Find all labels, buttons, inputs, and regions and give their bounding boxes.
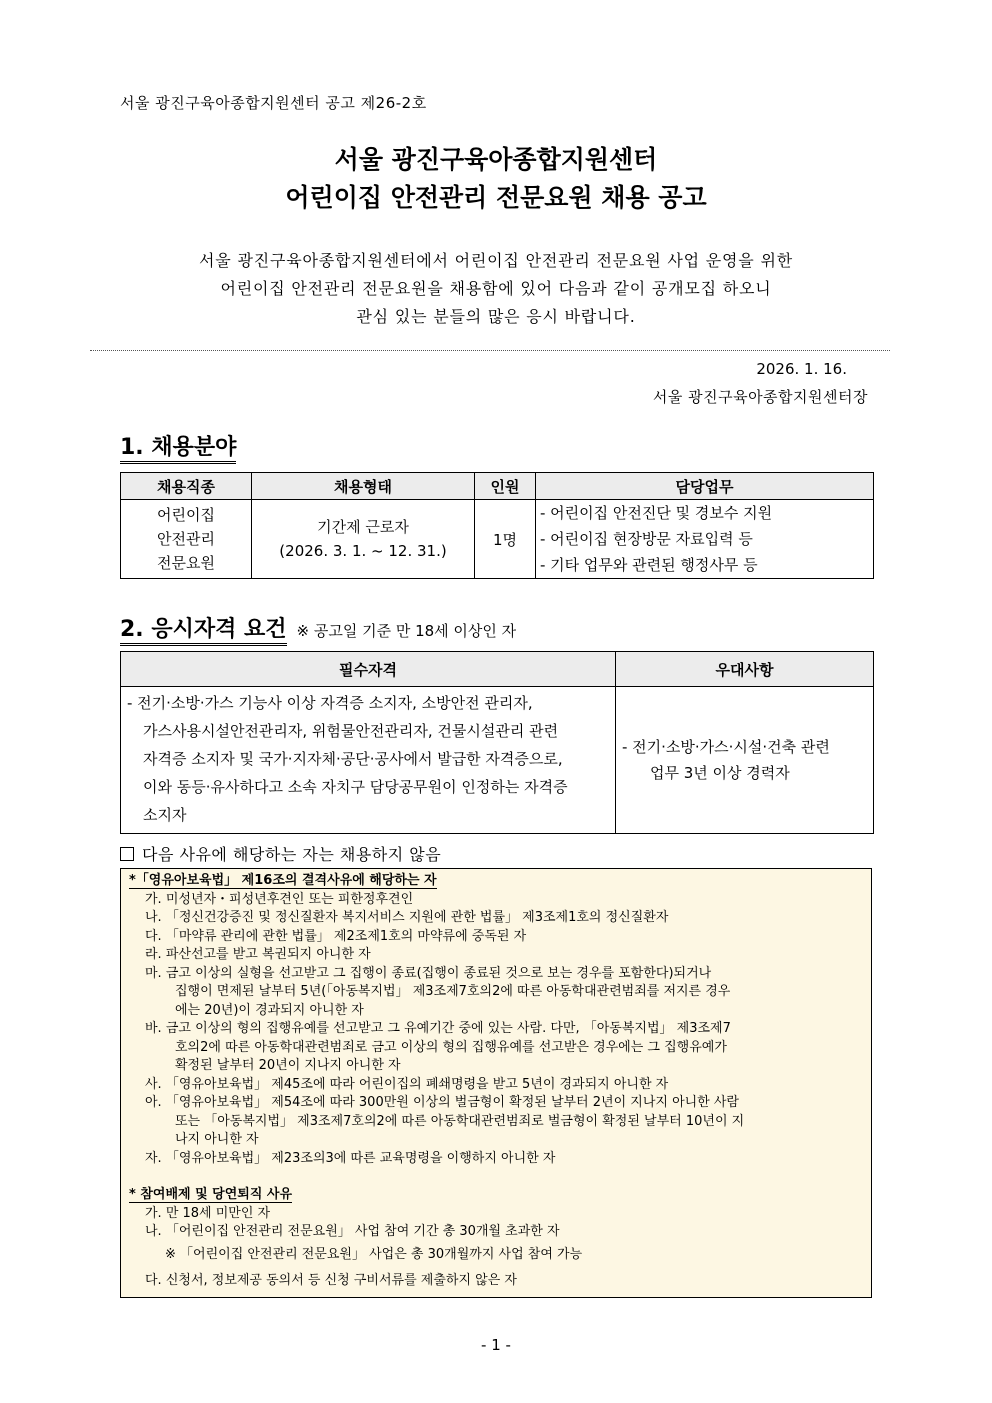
group-2-item-c: 다. 신청서, 정보제공 동의서 등 신청 구비서류를 제출하지 않은 자 [145, 1273, 517, 1288]
duties-cell: - 어린이집 안전진단 및 경보수 지원 - 어린이집 현장방문 자료입력 등 - 기타 업무와 관련된 행정사무 등 [536, 500, 874, 579]
job-cell: 어린이집 안전관리 전문요원 [121, 500, 252, 579]
header-type: 채용형태 [252, 473, 475, 500]
preferred-cell: - 전기·소방·가스·시설·건축 관련 업무 3년 이상 경력자 [616, 687, 874, 834]
document-number: 서울 광진구육아종합지원센터 공고 제26-2호 [120, 94, 427, 112]
intro-line-1: 서울 광진구육아종합지원센터에서 어린이집 안전관리 전문요원 사업 운영을 위한 [199, 251, 793, 270]
type-cell: 기간제 근로자 (2026. 3. 1. ~ 12. 31.) [252, 500, 475, 579]
section-1-title: 1. 채용분야 [120, 430, 236, 461]
header-required: 필수자격 [121, 652, 616, 687]
intro-line-2: 어린이집 안전관리 전문요원을 채용함에 있어 다음과 같이 공개모집 하오니 [220, 279, 772, 298]
required-cell: - 전기·소방·가스 기능사 이상 자격증 소지자, 소방안전 관리자, 가스사용시설안전관리자, 위험물안전관리자, 건물시설관리 관련 자격증 소지자 및 국가·지자체·공단·공사에서 발급한 자격증으로, 이와 동등·유사하다고 소속 자치구 담당공무원이 인정하는 자격증 소지자 [121, 687, 616, 834]
disqualify-item: 또는 「아동복지법」 제3조제7호의2에 따른 아동학대관련범죄로 벌금형이 확정된 날부터 10년이 지 [175, 1113, 745, 1129]
disqualify-item: 라. 파산선고를 받고 복권되지 아니한 자 [145, 947, 371, 962]
title-line-2: 어린이집 안전관리 전문요원 채용 공고 [285, 183, 707, 212]
issuer: 서울 광진구육아종합지원센터장 [652, 388, 868, 406]
count-cell: 1명 [475, 500, 536, 579]
disqualify-item: 에는 20년)이 경과되지 아니한 자 [175, 1002, 364, 1018]
disqualify-item: 호의2에 따른 아동학대관련범죄로 금고 이상의 형의 집행유예를 선고받은 경우에는 그 집행유예가 [175, 1039, 727, 1055]
header-count: 인원 [475, 473, 536, 500]
disqualify-item: 바. 금고 이상의 형의 집행유예를 선고받고 그 유예기간 중에 있는 사람. 다만, 「아동복지법」 제3조제7 [145, 1021, 731, 1036]
header-duties: 담당업무 [536, 473, 874, 500]
group-1-title: *「영유아보육법」 제16조의 결격사유에 해당하는 자 [129, 873, 437, 888]
announcement-date: 2026. 1. 16. [756, 360, 847, 378]
disqualify-item: 마. 금고 이상의 실형을 선고받고 그 집행이 종료(집행이 종료된 것으로 보는 경우를 포함한다)되거나 [145, 965, 712, 981]
disqualify-item: 나. 「정신건강증진 및 정신질환자 복지서비스 지원에 관한 법률」 제3조제1호의 정신질환자 [145, 910, 669, 925]
intro-line-3: 관심 있는 분들의 많은 응시 바랍니다. [356, 307, 636, 326]
disqualify-item: 확정된 날부터 20년이 지나지 아니한 자 [175, 1058, 401, 1073]
disqualify-heading: 다음 사유에 해당하는 자는 채용하지 않음 [120, 842, 441, 865]
disqualify-item: 아. 「영유아보육법」 제54조에 따라 300만원 이상의 벌금형이 확정된 날부터 2년이 지나지 아니한 사람 [145, 1095, 739, 1110]
header-preferred: 우대사항 [616, 652, 874, 687]
disqualify-item: 사. 「영유아보육법」 제45조에 따라 어린이집의 폐쇄명령을 받고 5년이 경과되지 아니한 자 [145, 1076, 669, 1092]
checkbox-square-icon [120, 847, 134, 861]
group-2-item-b: 나. 「어린이집 안전관리 전문요원」 사업 참여 기간 총 30개월 초과한 자 [145, 1224, 560, 1239]
disqualify-item: 나지 아니한 자 [175, 1132, 259, 1147]
divider [90, 350, 890, 351]
header-job: 채용직종 [121, 473, 252, 500]
group-2-item-a: 가. 만 18세 미만인 자 [145, 1205, 271, 1221]
disqualify-item: 다. 「마약류 관리에 관한 법률」 제2조제1호의 마약류에 중독된 자 [145, 928, 527, 944]
recruitment-table [120, 472, 874, 579]
group-2-note: ※ 「어린이집 안전관리 전문요원」 사업은 총 30개월까지 사업 참여 가능 [165, 1246, 583, 1262]
section-2-title: 2. 응시자격 요건 ※ 공고일 기준 만 18세 이상인 자 [120, 612, 516, 643]
disqualify-box [120, 868, 872, 1298]
disqualify-item: 자. 「영유아보육법」 제23조의3에 따른 교육명령을 이행하지 아니한 자 [145, 1150, 556, 1166]
section-2-note: ※ 공고일 기준 만 18세 이상인 자 [296, 622, 517, 640]
disqualify-item: 집행이 면제된 날부터 5년(「아동복지법」 제3조제7호의2에 따른 아동학대관련범죄를 저지른 경우 [175, 984, 731, 999]
group-1-list [121, 891, 871, 1169]
group-2-title: * 참여배제 및 당연퇴직 사유 [129, 1187, 293, 1202]
page-number: - 1 - [481, 1336, 511, 1354]
disqualify-item: 가. 미성년자・피성년후견인 또는 피한정후견인 [145, 891, 414, 907]
qualification-table [120, 651, 874, 834]
title-line-1: 서울 광진구육아종합지원센터 [334, 145, 658, 174]
